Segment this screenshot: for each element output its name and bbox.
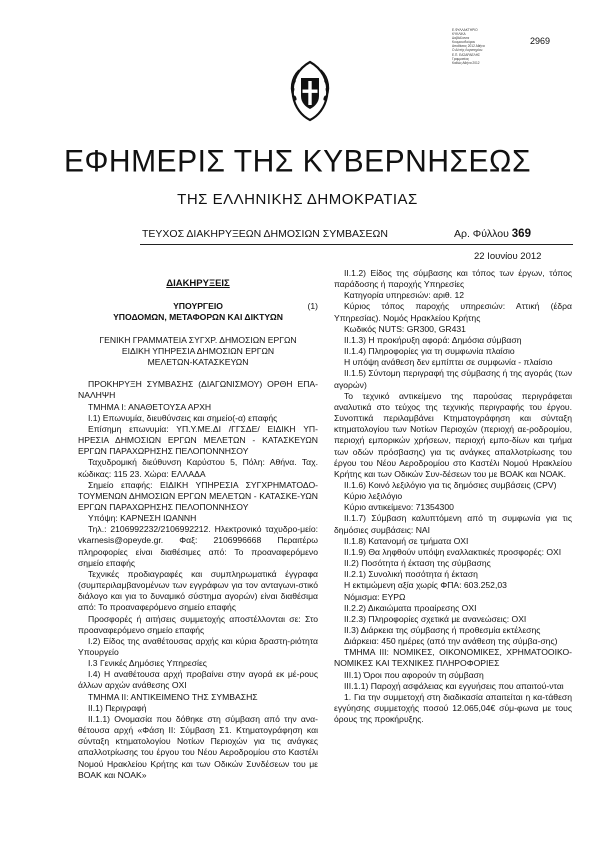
text-line: Η εκτιμώμενη αξία χωρίς ΦΠΑ: 603.252,03 — [344, 580, 507, 591]
text-line: Το τεχνικό αντικείμενο της παρούσας περιγράφεται αναλυτικά στο τεύχος της τεχνικής περιγραφής του έργου. Συνοπτικά περιλαμβάνει Κτηματογράφηση και σύνταξη κτηματολογίου των Νοτίων Περιοχών (περιοχή αε-ροδρομίου, περιοχή εμπορικών χρήσεων, περιοχή εμπο-δίων και τμήμα των οδών πρόσβασης) για τις ανάγκες απαλλοτρίωσης του έργου του Νέου Αεροδρομίου στο Καστέλι Νομού Ηρακλείου Κρήτης και των Οδικών Συν-δέσεων του με ΒΟΑΚ και ΝΟΑΚ. — [334, 390, 572, 479]
issue-series-label: ΤΕΥΧΟΣ ΔΙΑΚΗΡΥΞΕΩΝ ΔΗΜΟΣΙΩΝ ΣΥΜΒΑΣΕΩΝ — [142, 228, 388, 240]
text-line: Διάρκεια: 450 ημέρες (από την ανάθεση της σύμβα-σης) — [344, 636, 558, 647]
stamp-line: ΚΥΚΛΙΚΑ — [452, 32, 466, 37]
sheet-label: Αρ. Φύλλου — [454, 228, 509, 240]
text-line: Ι.4) Η αναθέτουσα αρχή προβαίνει στην αγορά εκ μέ-ρους άλλων αρχών ανάθεσης ΟΧΙ — [78, 669, 318, 691]
text-line — [78, 368, 318, 379]
text-line: Επίσημη επωνυμία: ΥΠ.Υ.ΜΕ.ΔΙ /ΓΓΣΔΕ/ ΕΙΔΙΚΗ ΥΠ-ΗΡΕΣΙΑ ΔΗΜΟΣΙΩΝ ΕΡΓΩΝ ΜΕΛΕΤΩΝ - ΚΑΤΑΣΚΕΥΩΝ ΕΡΓΩΝ ΠΑΡΑΧΩΡΗΣΗΣ ΠΕΛΟΠΟΝΝΗΣΟΥ — [78, 423, 318, 457]
text-line: ΙΙ.1) Περιγραφή — [88, 702, 147, 713]
text-line: ΙΙ.1.3) Η προκήρυξη αφορά: Δημόσια σύμβαση — [344, 334, 522, 345]
stamp-line: Ε.ΦΥΛΛΑΚΤΗΡΙΟ — [452, 28, 478, 32]
text-line: ΤΜΗΜΑ ΙΙ: ΑΝΤΙΚΕΙΜΕΝΟ ΤΗΣ ΣΥΜΒΑΣΗΣ — [88, 691, 258, 702]
issue-date: 22 Ιουνίου 2012 — [474, 251, 542, 262]
stamp-line: Ε.Π. ΕΑΣΑΡΔΕΛΗΣ — [452, 52, 480, 57]
text-line: Υπόψη: ΚΑΡΝΕΣΗ ΙΩΑΝΝΗ — [88, 513, 197, 524]
text-line: ΜΕΛΕΤΩΝ-ΚΑΤΑΣΚΕΥΩΝ — [147, 356, 249, 367]
text-line: ΙΙ.3) Διάρκεια της σύμβασης ή προθεσμία εκτέλεσης — [344, 625, 541, 635]
text-line: Κύριος τόπος παροχής υπηρεσιών: Αττική (έδρα Υπηρεσίας). Νομός Ηρακλείου Κρήτης — [334, 301, 572, 323]
coat-of-arms-icon — [285, 60, 335, 122]
text-line: Τεχνικές προδιαγραφές και συμπληρωματικά έγγραφα (συμπεριλαμβανομένων των εγγράφων για τον ανταγωνι-στικό διάλογο και για το δυναμικό σύστημα αγορών) είναι διαθέσιμα από: Το προαναφερόμενο σημείο επαφής — [78, 568, 318, 613]
text-line: ΙΙ.2.2) Δικαιώματα προαίρεσης ΟΧΙ — [344, 602, 477, 613]
text-line: ΙΙΙ.1) Όροι που αφορούν τη σύμβαση — [344, 669, 484, 680]
text-line: Νόμισμα: ΕΥΡΩ — [344, 591, 406, 602]
left-column-body — [78, 301, 318, 781]
stamp-line: Αποθέσεις 2012 Αθήνα — [452, 44, 485, 49]
text-line: Ταχυδρομική διεύθυνση Καρύστου 5, Πόλη: Αθήνα. Ταχ. κώδικας: 115 23. Χώρα: ΕΛΛΑΔΑ — [78, 457, 318, 479]
text-line — [78, 323, 318, 334]
stamp-line: Κουμουνδούρου — [452, 40, 476, 45]
text-line: Σημείο επαφής: ΕΙΔΙΚΗ ΥΠΗΡΕΣΙΑ ΣΥΓΧΡΗΜΑΤΟΔΟ-ΤΟΥΜΕΝΩΝ ΔΗΜΟΣΙΩΝ ΕΡΓΩΝ ΜΕΛΕΤΩΝ - ΚΑΤΑΣΚΕ-ΥΩΝ ΕΡΓΩΝ ΠΑΡΑΧΩΡΗΣΗΣ ΠΕΛΟΠΟΝΝΗΣΟΥ — [78, 479, 318, 512]
text-line: ΙΙ.2.1) Συνολική ποσότητα ή έκταση — [344, 569, 478, 580]
text-line: ΙΙ.1.6) Κοινό λεξιλόγιο για τις δημόσιες συμβάσεις (CPV) — [344, 479, 557, 490]
issue-number-block — [454, 228, 531, 240]
text-line: ΠΡΟΚΗΡΥΞΗ ΣΥΜΒΑΣΗΣ (ΔΙΑΓΩΝΙΣΜΟΥ) ΟΡΘΗ ΕΠΑ-ΝΑΛΗΨΗ — [78, 379, 318, 401]
text-line: Κατηγορία υπηρεσιών: αριθ. 12 — [344, 290, 465, 301]
header-rule — [140, 244, 573, 245]
text-line: Ι.3 Γενικές Δημόσιες Υπηρεσίες — [88, 658, 207, 669]
text-line: ΙΙ.1.4) Πληροφορίες για τη συμφωνία πλαίσιο — [344, 346, 515, 357]
note-mark: (1) — [307, 301, 318, 312]
text-line: Κωδικός NUTS: GR300, GR431 — [344, 323, 466, 334]
text-line: Η υπόψη ανάθεση δεν εμπίπτει σε συμφωνία - πλαίσιο — [344, 357, 553, 368]
text-line: ΙΙ.1.1) Ονομασία που δόθηκε στη σύμβαση από την ανα-θέτουσα αρχή «Φάση ΙΙ: Σύμβαση Σ1. Κτηματογράφηση και σύνταξη κτηματολογίου Νοτίων Περιοχών για τις ανάγκες απαλλοτρίωσης του έργου του Νέου Αεροδρομίου στο Καστέλι Νομού Ηρακλείου Κρήτης και των Οδικών Συνδέσεων του με ΒΟΑΚ και ΝΟΑΚ» — [78, 713, 318, 780]
text-line: ΥΠΟΥΡΓΕΙΟ — [173, 301, 223, 312]
text-line: ΥΠΟΔΟΜΩΝ, ΜΕΤΑΦΟΡΩΝ ΚΑΙ ΔΙΚΤΥΩΝ — [113, 312, 283, 323]
right-column-body — [334, 268, 572, 725]
text-line: ΙΙ.2.3) Πληροφορίες σχετικά με ανανεώσεις: ΟΧΙ — [344, 613, 527, 624]
text-line: Ι.1) Επωνυμία, διευθύνσεις και σημείο(-α) επαφής — [88, 412, 278, 423]
left-column — [78, 278, 318, 781]
text-line: ΙΙ.1.8) Κατανομή σε τμήματα ΟΧΙ — [344, 535, 469, 546]
sheet-number: 369 — [511, 228, 531, 240]
text-line: Τηλ.: 2106992232/2106992212. Ηλεκτρονικό ταχυδρο-μείο: vkarnesis@opeyde.gr. Φαξ: 2106996668 Περαιτέρω πληροφορίες είναι διαθέσιμες από: Το προαναφερόμενο σημείο επαφής — [78, 524, 318, 568]
text-line: ΙΙ.1.7) Σύμβαση καλυπτόμενη από τη συμφωνία για τις δημόσιες συμβάσεις: ΝΑΙ — [334, 513, 572, 535]
text-line: ΕΙΔΙΚΗ ΥΠΗΡΕΣΙΑ ΔΗΜΟΣΙΩΝ ΕΡΓΩΝ — [121, 345, 275, 356]
page-number: 2969 — [530, 36, 551, 46]
text-line: Κύριο λεξιλόγιο — [344, 491, 403, 502]
text-line: ΤΜΗΜΑ Ι: ΑΝΑΘΕΤΟΥΣΑ ΑΡΧΗ — [88, 401, 212, 412]
registration-stamp — [452, 28, 522, 65]
section-heading: ΔΙΑΚΗΡΥΞΕΙΣ — [166, 278, 230, 289]
text-line: ΙΙ.2) Ποσότητα ή έκταση της σύμβασης — [344, 558, 491, 569]
text-line: ΓΕΝΙΚΗ ΓΡΑΜΜΑΤΕΙΑ ΣΥΓΧΡ. ΔΗΜΟΣΙΩΝ ΕΡΓΩΝ — [99, 334, 297, 345]
text-line: Ι.2) Είδος της αναθέτουσας αρχής και κύρια δραστη-ριότητα Υπουργείο — [78, 635, 318, 657]
text-line: ΙΙ.1.5) Σύντομη περιγραφή της σύμβασης ή της αγοράς (των αγορών) — [334, 368, 572, 390]
text-line: Κύριο αντικείμενο: 71354300 — [344, 502, 454, 513]
text-line: ΙΙ.1.9) Θα ληφθούν υπόψη εναλλακτικές προσφορές: ΟΧΙ — [344, 546, 562, 557]
text-line: ΙΙ.1.2) Είδος της σύμβασης και τόπος των έργων, τόπος παράδοσης ή παροχής Υπηρεσίες — [334, 268, 572, 290]
text-line: ΤΜΗΜΑ ΙΙΙ: ΝΟΜΙΚΕΣ, ΟΙΚΟΝΟΜΙΚΕΣ, ΧΡΗΜΑΤΟΟΙΚΟ-ΝΟΜΙΚΕΣ ΚΑΙ ΤΕΧΝΙΚΕΣ ΠΛΗΡΟΦΟΡΙΕΣ — [334, 647, 572, 669]
text-line: 1. Για την συμμετοχή στη διαδικασία απαιτείται η κα-τάθεση εγγύησης συμμετοχής ποσού 12.065,04€ σύμ-φωνα με τους όρους της προκήρυξης. — [334, 691, 572, 725]
text-line: ΙΙΙ.1.1) Παροχή ασφάλειας και εγγυήσεις που απαιτού-νται — [344, 680, 564, 691]
stamp-line: Δαβάλλοντα — [452, 36, 470, 41]
gazette-title: ΕΦΗΜΕΡΙΣ ΤΗΣ ΚΥΒΕΡΝΗΣΕΩΣ — [63, 144, 532, 179]
text-line: Προσφορές ή αιτήσεις συμμετοχής αποστέλλονται σε: Στο προαναφερόμενο σημείο επαφής — [78, 613, 318, 635]
stamp-line: Καθώς Αθήνα 2012 — [452, 60, 480, 65]
stamp-line: Ο Δ/ντής Λογιστηρίου — [452, 48, 483, 53]
right-column — [334, 268, 572, 725]
stamp-line: Γραμματέας — [452, 56, 469, 61]
gazette-subtitle: ΤΗΣ ΕΛΛΗΝΙΚΗΣ ΔΗΜΟΚΡΑΤΙΑΣ — [177, 191, 418, 208]
